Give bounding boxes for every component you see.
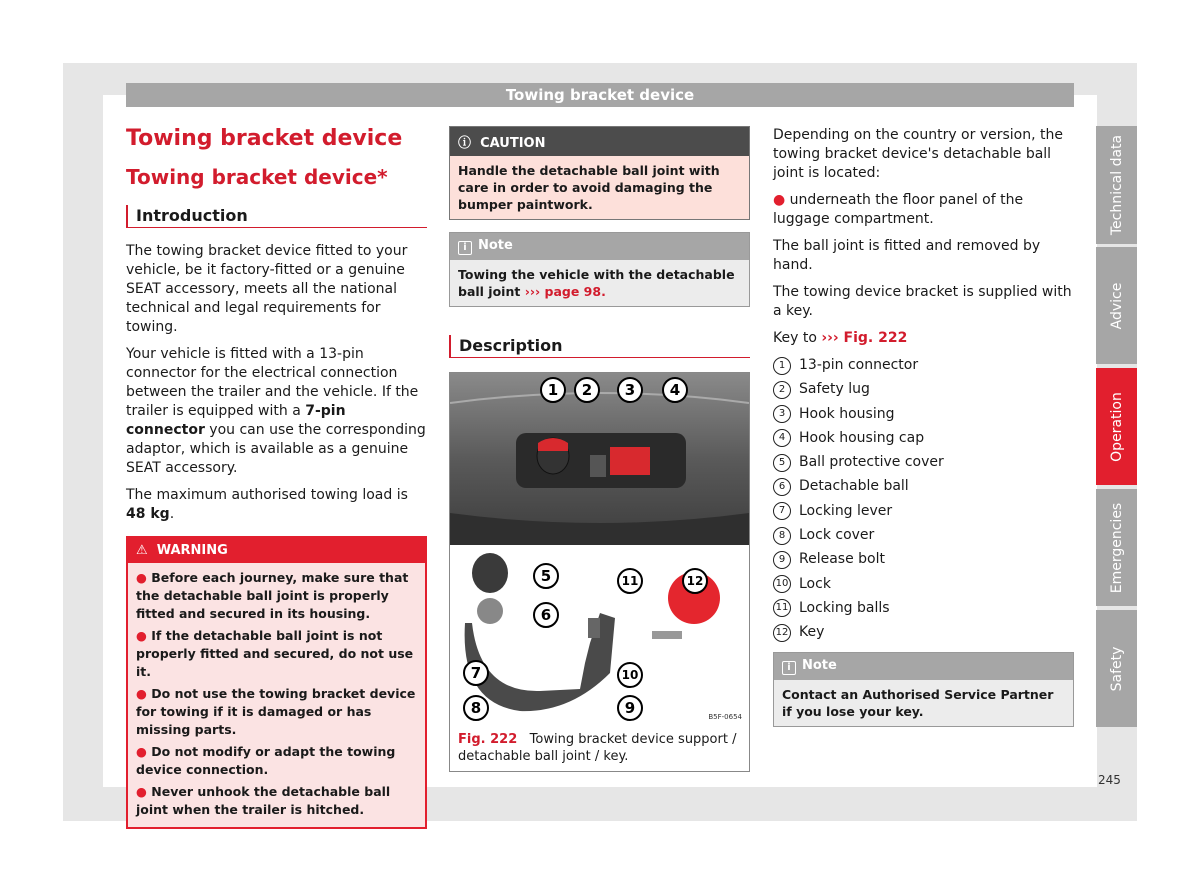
towing-load-value: 48 kg xyxy=(126,506,170,522)
figure-reference-link[interactable]: ››› Fig. 222 xyxy=(821,330,908,346)
key-label: Locking lever xyxy=(799,502,893,519)
warning-triangle-icon: ⚠ xyxy=(136,543,148,558)
key-number: 1 xyxy=(773,357,791,375)
note-title: Note xyxy=(802,658,837,674)
column-middle xyxy=(449,126,750,772)
callout-4 xyxy=(663,378,687,402)
svg-text:11: 11 xyxy=(621,574,639,588)
p2-text-a: Your vehicle is fitted with a 13-pin connector for the electrical connection between the trailer and the vehicle. If the trailer is equipped with a xyxy=(126,346,419,419)
location-paragraph: Depending on the country or version, the towing bracket device's detachable ball joint is located: xyxy=(773,127,1063,181)
section-heading-description: Description xyxy=(449,335,750,358)
warning-box xyxy=(126,536,427,829)
key-label: Lock xyxy=(799,575,831,592)
key-blade-shape xyxy=(652,631,682,639)
note-body: Contact an Authorised Service Partner if you lose your key. xyxy=(782,687,1054,720)
note-box xyxy=(449,232,750,307)
location-bullet-text: underneath the floor panel of the luggage compartment. xyxy=(773,192,1024,227)
caution-body: Handle the detachable ball joint with care in order to avoid damaging the bumper paintwork. xyxy=(458,163,720,212)
key-number: 8 xyxy=(773,527,791,545)
location-bullet: ● underneath the floor panel of the luggage compartment. xyxy=(773,192,1024,227)
note-title: Note xyxy=(478,238,513,253)
key-list-item xyxy=(773,453,1074,472)
p3-text: The maximum authorised towing load is xyxy=(126,487,408,503)
callout-3 xyxy=(618,378,642,402)
fitting-paragraph: The ball joint is fitted and removed by hand. xyxy=(773,238,1041,273)
figure-222 xyxy=(449,372,750,772)
key-number: 6 xyxy=(773,478,791,496)
callout-1 xyxy=(541,378,565,402)
key-label: Safety lug xyxy=(799,381,870,398)
intro-paragraph-3: The maximum authorised towing load is 48 kg. xyxy=(126,487,408,522)
key-list-item xyxy=(773,599,1074,618)
callout-9 xyxy=(618,696,642,720)
note-header xyxy=(450,233,749,260)
key-list-item xyxy=(773,356,1074,375)
section-heading-introduction: Introduction xyxy=(126,205,427,228)
warning-item: ● If the detachable ball joint is not properly fitted and secured, do not use it. xyxy=(136,628,414,679)
warning-title: WARNING xyxy=(156,543,228,558)
page-subtitle: Towing bracket device* xyxy=(126,165,388,189)
note-header xyxy=(774,653,1073,680)
key-label: Detachable ball xyxy=(799,478,909,495)
warning-item-text: Before each journey, make sure that the detachable ball joint is properly fitted and secured in its housing. xyxy=(136,570,409,621)
warning-item: ● Never unhook the detachable ball joint when the trailer is hitched. xyxy=(136,784,391,817)
tab-operation[interactable] xyxy=(1096,368,1137,485)
p2-text-b: you can use the corresponding adaptor, which is available as a genuine SEAT accessory. xyxy=(126,422,426,476)
svg-text:4: 4 xyxy=(669,381,681,399)
svg-text:2: 2 xyxy=(581,381,593,399)
caution-title: CAUTION xyxy=(480,136,546,151)
callout-6 xyxy=(534,603,558,627)
warning-item-text: Do not modify or adapt the towing device connection. xyxy=(136,744,396,777)
key-list-item xyxy=(773,405,1074,424)
page-number: 245 xyxy=(1098,773,1121,787)
page-reference-link[interactable]: ››› page 98. xyxy=(524,284,606,299)
note-box-key xyxy=(773,652,1074,727)
svg-text:12: 12 xyxy=(686,574,704,588)
towing-bracket-illustration xyxy=(450,373,749,725)
warning-list xyxy=(128,563,425,827)
hook-housing-cap-shape xyxy=(610,447,650,475)
svg-text:5: 5 xyxy=(540,567,552,585)
figure-code: B5F-0654 xyxy=(708,713,742,721)
svg-text:8: 8 xyxy=(470,699,482,717)
caution-box xyxy=(449,126,750,220)
tab-emergencies[interactable] xyxy=(1096,489,1137,606)
tab-safety[interactable] xyxy=(1096,610,1137,727)
key-label: Key xyxy=(799,624,825,641)
key-label: Release bolt xyxy=(799,551,885,568)
callout-2 xyxy=(575,378,599,402)
tab-advice[interactable] xyxy=(1096,247,1137,364)
key-label: Hook housing cap xyxy=(799,429,925,446)
svg-text:3: 3 xyxy=(624,381,636,399)
callout-7 xyxy=(464,661,488,685)
tab-label: Safety xyxy=(1108,646,1125,691)
caution-header xyxy=(450,127,749,156)
ball-cover-shape xyxy=(472,553,508,593)
figure-label: Fig. 222 xyxy=(458,732,518,747)
key-to-line xyxy=(773,329,1074,348)
key-number: 5 xyxy=(773,454,791,472)
warning-item-text: Do not use the towing bracket device for towing if it is damaged or has missing parts. xyxy=(136,686,416,737)
warning-item: ● Do not modify or adapt the towing device connection. xyxy=(136,744,396,777)
key-label: Ball protective cover xyxy=(799,454,944,471)
key-list-item xyxy=(773,623,1074,642)
tab-technical-data[interactable] xyxy=(1096,126,1137,244)
tab-label: Operation xyxy=(1108,391,1125,462)
key-number: 3 xyxy=(773,405,791,423)
running-header: Towing bracket device xyxy=(126,83,1074,107)
column-right xyxy=(773,126,1074,727)
tab-label: Advice xyxy=(1108,282,1125,329)
note-text: Towing the vehicle with the detachable ball joint xyxy=(458,267,735,299)
warning-item: ● Before each journey, make sure that the detachable ball joint is properly fitted and secured in its housing. xyxy=(136,570,409,621)
svg-text:1: 1 xyxy=(547,381,559,399)
tab-label: Emergencies xyxy=(1108,502,1125,593)
key-number: 10 xyxy=(773,575,791,593)
key-label: Lock cover xyxy=(799,527,875,544)
key-list-item xyxy=(773,550,1074,569)
key-list-item xyxy=(773,575,1074,594)
svg-text:10: 10 xyxy=(621,668,639,682)
callout-12 xyxy=(683,569,707,593)
key-number: 2 xyxy=(773,381,791,399)
key-number: 7 xyxy=(773,502,791,520)
intro-paragraph-2 xyxy=(126,345,427,478)
warning-item-text: Never unhook the detachable ball joint when the trailer is hitched. xyxy=(136,784,391,817)
svg-text:9: 9 xyxy=(624,699,636,717)
figure-caption xyxy=(450,725,749,771)
key-list-item xyxy=(773,502,1074,521)
key-number: 12 xyxy=(773,624,791,642)
note-body xyxy=(450,260,749,306)
callout-10 xyxy=(618,663,642,687)
key-label: 13-pin connector xyxy=(799,357,919,373)
warning-header xyxy=(128,538,425,563)
key-supplied-paragraph: The towing device bracket is supplied with a key. xyxy=(773,284,1072,319)
key-to-text: Key to xyxy=(773,330,817,346)
tab-label: Technical data xyxy=(1108,134,1125,236)
key-list-item xyxy=(773,380,1074,399)
intro-paragraph-1: The towing bracket device fitted to your vehicle, be it factory-fitted or a genuine SEAT accessory, meets all the national technical and legal requirements for towing. xyxy=(126,243,408,335)
key-list xyxy=(773,356,1074,642)
column-left xyxy=(126,126,427,829)
p2-bold: 7-pin connector xyxy=(126,403,346,438)
page-title: Towing bracket device xyxy=(126,126,403,151)
key-number: 4 xyxy=(773,429,791,447)
key-list-item xyxy=(773,526,1074,545)
note-info-icon: i xyxy=(458,241,472,255)
key-number: 9 xyxy=(773,551,791,569)
key-number: 11 xyxy=(773,599,791,617)
key-list-item xyxy=(773,429,1074,448)
callout-8 xyxy=(464,696,488,720)
warning-item: ● Do not use the towing bracket device for towing if it is damaged or has missing parts. xyxy=(136,686,416,737)
ball-shape xyxy=(477,598,503,624)
note-info-icon: i xyxy=(782,661,796,675)
svg-text:7: 7 xyxy=(470,664,482,682)
key-list-item xyxy=(773,477,1074,496)
key-label: Hook housing xyxy=(799,405,895,422)
caution-info-icon: ⓘ xyxy=(458,136,472,151)
warning-item-text: If the detachable ball joint is not properly fitted and secured, do not use it. xyxy=(136,628,414,679)
callout-11 xyxy=(618,569,642,593)
key-label: Locking balls xyxy=(799,599,890,616)
figure-caption-text: Towing bracket device support / detachable ball joint / key. xyxy=(458,732,737,764)
svg-text:6: 6 xyxy=(540,606,552,624)
callout-5 xyxy=(534,564,558,588)
